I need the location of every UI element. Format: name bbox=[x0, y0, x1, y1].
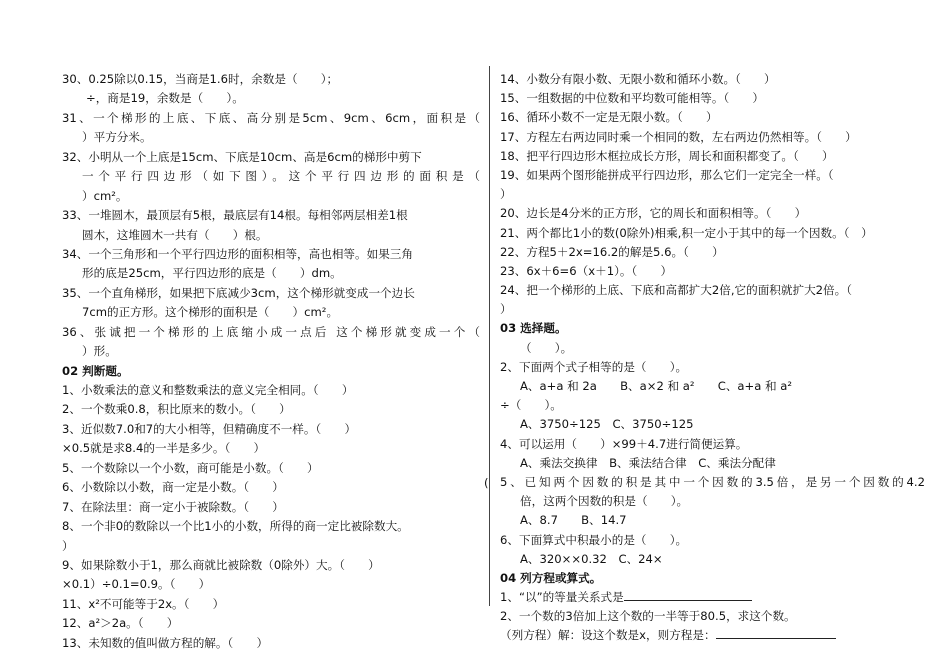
judgement-5: 5、一个数除以一个小数，商可能是小数。（ ） bbox=[62, 460, 319, 475]
column-divider bbox=[489, 66, 490, 606]
judgement-16: 16、循环小数不一定是无限小数。（ ） bbox=[500, 110, 718, 125]
question-32-line-3: ）cm²。 bbox=[82, 188, 128, 203]
judgement-11: 11、x²不可能等于2x。（ ） bbox=[62, 596, 225, 611]
judgement-19-line-1: 19、如果两个图形能拼成平行四边形，那么它们一定完全一样。（ bbox=[500, 167, 834, 182]
left-column bbox=[62, 70, 480, 653]
question-30-line-2: ÷，商是19，余数是（ ）。 bbox=[86, 91, 244, 106]
judgement-7: 7、在除法里：商一定小于被除数。（ ） bbox=[62, 499, 284, 514]
section-heading-judgement: 02 判断题。 bbox=[62, 363, 129, 378]
judgement-13: 13、未知数的值叫做方程的解。（ ） bbox=[62, 635, 269, 650]
question-31-line-2: ）平方分米。 bbox=[82, 130, 152, 145]
choice-2: 2、下面两个式子相等的是（ ）。 bbox=[500, 359, 688, 374]
judgement-1: 1、小数乘法的意义和整数乘法的意义完全相同。（ ） bbox=[62, 383, 354, 397]
choice-5-line-1: 5、已知两个因数的积是其中一个因数的3.5倍，是另一个因数的4.2 bbox=[500, 474, 925, 489]
judgement-15: 15、一组数据的中位数和平均数可能相等。（ ） bbox=[500, 91, 765, 106]
question-30-line-1: 30、0.25除以0.15，当商是1.6时，余数是（ ）； bbox=[62, 72, 339, 86]
question-34-line-1: 34、一个三角形和一个平行四边形的面积相等，高也相等。如果三角 bbox=[62, 246, 413, 261]
judgement-4: ×0.5就是求8.4的一半是多少。（ ） bbox=[62, 441, 266, 456]
choice-3: ÷（ ）。 bbox=[500, 398, 562, 413]
choice-6-options: A、320××0.32 C、24× bbox=[520, 551, 663, 566]
answer-blank[interactable] bbox=[716, 626, 836, 639]
judgement-12: 12、a²＞2a。（ ） bbox=[62, 616, 179, 631]
question-35-line-2: 7cm的正方形。这个梯形的面积是（ ）cm²。 bbox=[82, 305, 339, 320]
equation-1-text: 1、“以”的等量关系式是 bbox=[500, 590, 624, 605]
judgement-3: 3、近似数7.0和7的大小相等，但精确度不一样。（ ） bbox=[62, 421, 357, 436]
judgement-19-line-2: ） bbox=[500, 187, 512, 202]
question-33-line-1: 33、一堆圆木，最顶层有5根，最底层有14根。每相邻两层相差1根 bbox=[62, 208, 408, 223]
judgement-24-line-2: ） bbox=[500, 302, 512, 317]
question-36-line-1: 36、张诚把一个梯形的上底缩小成一点后 这个梯形就变成一个（ bbox=[62, 324, 480, 339]
right-column bbox=[500, 70, 925, 646]
question-35-line-1: 35、一个直角梯形，如果把下底减少3cm，这个梯形就变成一个边长 bbox=[62, 285, 415, 300]
judgement-2: 2、一个数乘0.8，积比原来的数小。（ ） bbox=[62, 402, 291, 417]
judgement-22: 22、方程5＋2x=16.2的解是5.6。（ ） bbox=[500, 244, 724, 259]
choice-4: 4、可以运用（ ）×99＋4.7进行简便运算。 bbox=[500, 436, 748, 451]
question-36-line-2: ）形。 bbox=[82, 344, 117, 359]
choice-4-options: A、乘法交换律 B、乘法结合律 C、乘法分配律 bbox=[520, 455, 776, 470]
choice-2-options: A、a+a 和 2a B、a×2 和 a² C、a+a 和 a² bbox=[520, 379, 793, 393]
question-33-line-2: 圆木，这堆圆木一共有（ ）根。 bbox=[82, 227, 268, 242]
judgement-14: 14、小数分有限小数、无限小数和循环小数。（ ） bbox=[500, 72, 776, 86]
section-heading-choice: 03 选择题。 bbox=[500, 321, 567, 336]
choice-1: （ ）。 bbox=[520, 340, 573, 355]
judgement-8-line-2: ） bbox=[62, 538, 74, 553]
question-34-line-2: 形的底是25cm，平行四边形的底是（ ）dm。 bbox=[82, 266, 342, 281]
equation-1 bbox=[500, 588, 925, 607]
choice-3-options: A、3750÷125 C、3750÷125 bbox=[520, 417, 694, 432]
stray-parenthesis: ( bbox=[484, 476, 489, 490]
judgement-23: 23、6x＋6=6（x＋1）。（ ） bbox=[500, 263, 673, 278]
equation-2: 2、一个数的3倍加上这个数的一半等于80.5，求这个数。 bbox=[500, 609, 796, 624]
choice-5-line-2: 倍，这两个因数的积是（ ）。 bbox=[520, 494, 689, 509]
choice-6: 6、下面算式中积最小的是（ ）。 bbox=[500, 532, 688, 547]
question-32-line-2: 一个平行四边形（如下图）。这个平行四边形的面积是（ bbox=[82, 169, 480, 184]
equation-2-prompt: （列方程）解：设这个数是x，则方程是： bbox=[500, 628, 716, 643]
answer-blank[interactable] bbox=[624, 588, 752, 601]
judgement-20: 20、边长是4分米的正方形，它的周长和面积相等。（ ） bbox=[500, 206, 807, 221]
judgement-18: 18、把平行四边形木框拉成长方形，周长和面积都变了。（ ） bbox=[500, 148, 834, 163]
judgement-17: 17、方程左右两边同时乘一个相同的数，左右两边仍然相等。（ ） bbox=[500, 129, 857, 144]
judgement-9: 9、如果除数小于1，那么商就比被除数（0除外）大。（ ） bbox=[62, 557, 380, 572]
judgement-8-line-1: 8、一个非0的数除以一个比1小的小数，所得的商一定比被除数大。 bbox=[62, 519, 409, 534]
judgement-6: 6、小数除以小数，商一定是小数。（ ） bbox=[62, 480, 284, 495]
judgement-10: ×0.1）÷0.1=0.9。（ ） bbox=[62, 577, 211, 592]
question-32-line-1: 32、小明从一个上底是15cm、下底是10cm、高是6cm的梯形中剪下 bbox=[62, 149, 422, 164]
judgement-24-line-1: 24、把一个梯形的上底、下底和高都扩大2倍,它的面积就扩大2倍。（ bbox=[500, 283, 853, 298]
question-31-line-1: 31、一个梯形的上底、下底、高分别是5cm、9cm、6cm，面积是（ bbox=[62, 110, 480, 125]
equation-2-answer bbox=[500, 626, 925, 645]
section-heading-equation: 04 列方程或算式。 bbox=[500, 570, 602, 585]
choice-5-options: A、8.7 B、14.7 bbox=[520, 513, 627, 528]
judgement-21: 21、两个都比1小的数(0除外)相乘,积一定小于其中的每一个因数。（ ） bbox=[500, 225, 873, 240]
